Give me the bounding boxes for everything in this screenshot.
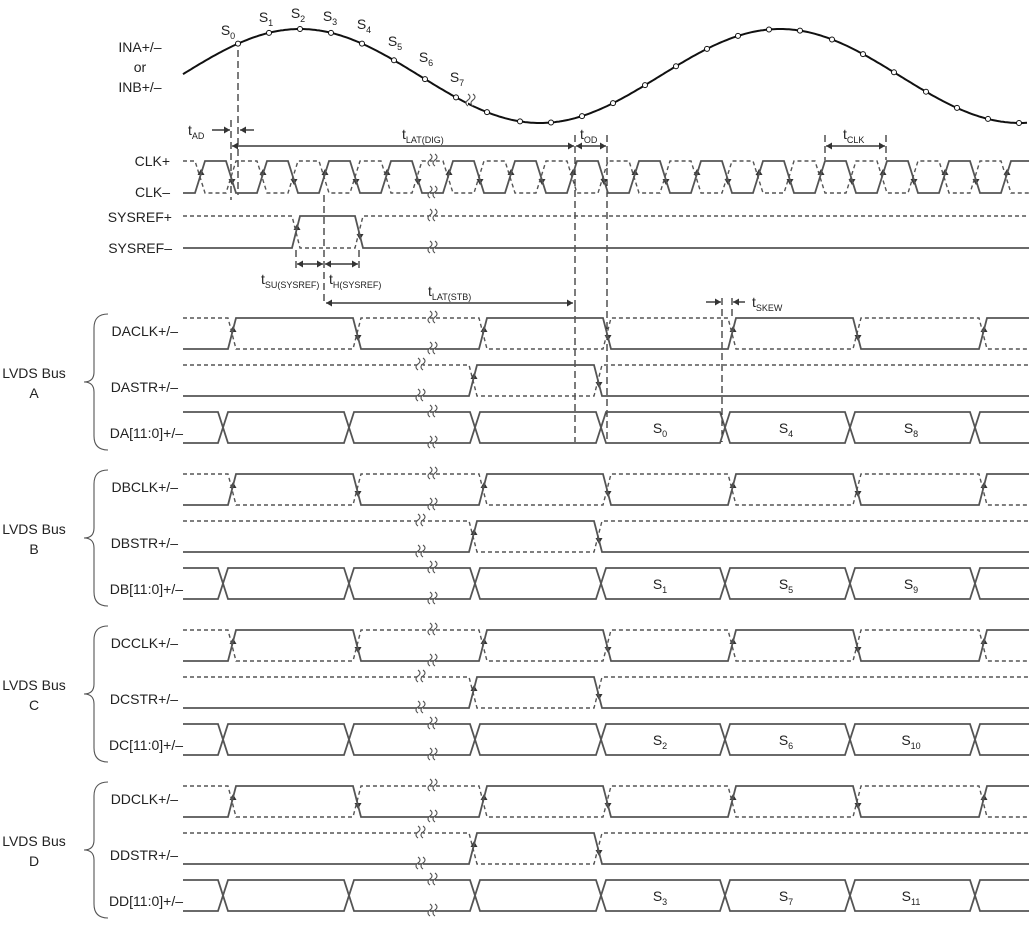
sample-point-icon bbox=[329, 30, 334, 35]
bus-data-label: DD[11:0]+/– bbox=[108, 893, 183, 909]
bus-data-trace bbox=[183, 568, 1029, 599]
signal-minus-trace bbox=[183, 474, 1029, 505]
signal-minus-trace bbox=[183, 786, 1029, 817]
bus-sample-label: $S_2$ bbox=[652, 732, 668, 751]
arrowhead-icon bbox=[733, 299, 739, 306]
t-lat-stb-label: $t_{LAT(STB)}$ bbox=[428, 283, 472, 302]
arrowhead-icon bbox=[240, 127, 246, 134]
signal-plus-trace bbox=[183, 521, 1029, 552]
break-mark-icon bbox=[428, 748, 437, 760]
analog-input-group bbox=[118, 5, 1027, 125]
arrowhead-icon bbox=[568, 143, 574, 150]
break-mark-icon bbox=[428, 241, 437, 253]
break-mark-icon bbox=[428, 561, 437, 573]
sample-point-icon bbox=[643, 83, 648, 88]
sample-point-icon bbox=[392, 58, 397, 63]
sample-label-s2: $S_2$ bbox=[290, 5, 306, 24]
analog-sine-wave bbox=[183, 29, 1027, 123]
bus-str-label: DASTR+/– bbox=[110, 379, 178, 395]
sample-label-s3: $S_3$ bbox=[322, 8, 338, 27]
signal-minus-trace bbox=[183, 365, 1029, 396]
break-mark-icon bbox=[416, 670, 425, 682]
sample-point-icon bbox=[767, 27, 772, 32]
break-mark-icon bbox=[416, 358, 425, 370]
break-mark-icon bbox=[428, 717, 437, 729]
bus-name-label: LVDS Bus bbox=[2, 365, 66, 381]
sysref-plus-label: SYSREF+ bbox=[107, 209, 172, 225]
bus-sample-label: $S_7$ bbox=[778, 888, 794, 907]
bus-name-label: LVDS Bus bbox=[2, 833, 66, 849]
bus-sample-label: $S_1$ bbox=[652, 576, 668, 595]
break-mark-icon bbox=[428, 810, 437, 822]
signal-plus-trace bbox=[183, 474, 1029, 505]
sample-point-icon bbox=[986, 116, 991, 121]
bus-letter-label: C bbox=[28, 697, 40, 713]
arrowhead-icon bbox=[297, 261, 303, 268]
bus-sample-label: $S_4$ bbox=[778, 420, 794, 439]
sample-point-icon bbox=[360, 41, 365, 46]
break-mark-icon bbox=[428, 311, 437, 323]
signal-plus-trace bbox=[183, 833, 1029, 864]
bus-clk-label: DDCLK+/– bbox=[110, 791, 178, 807]
bus-data-trace bbox=[183, 412, 1029, 443]
break-mark-icon bbox=[428, 467, 437, 479]
clk-plus-label: CLK+ bbox=[134, 153, 170, 169]
bus-str-label: DDSTR+/– bbox=[109, 847, 178, 863]
bus-sample-label: $S_{11}$ bbox=[901, 888, 921, 907]
signal-minus-trace bbox=[183, 677, 1029, 708]
break-mark-icon bbox=[416, 701, 425, 713]
arrowhead-icon bbox=[567, 300, 573, 307]
t-h-sysref-label: $t_{H(SYSREF)}$ bbox=[329, 271, 382, 290]
lvds-bus-b bbox=[2, 467, 1029, 606]
sample-point-icon bbox=[518, 119, 523, 124]
bus-letter-label: A bbox=[29, 385, 39, 401]
bus-data-label: DB[11:0]+/– bbox=[109, 581, 183, 597]
sample-point-icon bbox=[674, 64, 679, 69]
signal-minus-trace bbox=[183, 630, 1029, 661]
signal-plus-trace bbox=[183, 630, 1029, 661]
sample-point-icon bbox=[955, 105, 960, 110]
sample-label-s6: $S_6$ bbox=[418, 49, 434, 68]
break-mark-icon bbox=[416, 514, 425, 526]
break-mark-icon bbox=[416, 389, 425, 401]
sample-point-icon bbox=[1017, 120, 1022, 125]
sample-point-icon bbox=[924, 89, 929, 94]
sample-label-s0: $S_0$ bbox=[220, 22, 236, 41]
bus-sample-label: $S_8$ bbox=[903, 420, 919, 439]
lvds-bus-a bbox=[2, 311, 1029, 450]
t-lat-dig-label: $t_{LAT(DIG)}$ bbox=[402, 126, 444, 145]
sample-point-icon bbox=[454, 95, 459, 100]
sample-point-icon bbox=[236, 41, 241, 46]
break-mark-icon bbox=[428, 498, 437, 510]
arrowhead-icon bbox=[600, 143, 606, 150]
bus-data-label: DA[11:0]+/– bbox=[109, 425, 183, 441]
bus-sample-label: $S_{10}$ bbox=[901, 732, 921, 751]
input-label-inb: INB+/– bbox=[118, 79, 162, 95]
sample-point-icon bbox=[298, 27, 303, 32]
break-mark-icon bbox=[416, 857, 425, 869]
bus-sample-label: $S_3$ bbox=[652, 888, 668, 907]
bus-clk-label: DBCLK+/– bbox=[111, 479, 178, 495]
signal-plus-trace bbox=[183, 318, 1029, 349]
signal-plus-trace bbox=[183, 216, 1029, 248]
signal-minus-trace bbox=[183, 833, 1029, 864]
break-mark-icon bbox=[428, 154, 437, 166]
bus-brace-icon bbox=[84, 782, 108, 918]
break-mark-icon bbox=[428, 873, 437, 885]
sample-label-s5: $S_5$ bbox=[387, 33, 403, 52]
bus-sample-label: $S_5$ bbox=[778, 576, 794, 595]
sample-point-icon bbox=[485, 110, 490, 115]
bus-sample-label: $S_0$ bbox=[652, 420, 668, 439]
sysref-minus-label: SYSREF– bbox=[108, 240, 172, 256]
sample-point-icon bbox=[423, 77, 428, 82]
bus-brace-icon bbox=[84, 470, 108, 606]
input-label-ina: INA+/– bbox=[118, 39, 162, 55]
sample-point-icon bbox=[892, 70, 897, 75]
break-mark-icon bbox=[428, 436, 437, 448]
bus-name-label: LVDS Bus bbox=[2, 521, 66, 537]
signal-minus-trace bbox=[183, 318, 1029, 349]
bus-letter-label: B bbox=[29, 541, 39, 557]
break-mark-icon bbox=[428, 186, 437, 198]
arrowhead-icon bbox=[325, 261, 331, 268]
break-mark-icon bbox=[428, 342, 437, 354]
signal-plus-trace bbox=[183, 786, 1029, 817]
signal-minus-trace bbox=[183, 216, 1029, 248]
bus-str-label: DCSTR+/– bbox=[109, 691, 178, 707]
signal-plus-trace bbox=[183, 677, 1029, 708]
arrowhead-icon bbox=[826, 143, 832, 150]
t-ad-label: $t_{AD}$ bbox=[188, 122, 205, 141]
arrowhead-icon bbox=[317, 261, 323, 268]
clock-group bbox=[108, 153, 1029, 256]
t-od-label: $t_{OD}$ bbox=[580, 126, 598, 145]
bus-clk-label: DACLK+/– bbox=[111, 323, 178, 339]
sample-label-s7: $S_7$ bbox=[449, 69, 465, 88]
bus-sample-label: $S_9$ bbox=[903, 576, 919, 595]
bus-str-label: DBSTR+/– bbox=[110, 535, 178, 551]
input-label-or: or bbox=[133, 59, 147, 75]
sample-point-icon bbox=[549, 120, 554, 125]
break-mark-icon bbox=[428, 209, 437, 221]
break-mark-icon bbox=[428, 904, 437, 916]
sample-point-icon bbox=[611, 101, 616, 106]
arrowhead-icon bbox=[715, 299, 721, 306]
bus-letter-label: D bbox=[28, 853, 40, 869]
arrowhead-icon bbox=[224, 127, 230, 134]
arrowhead-icon bbox=[232, 143, 238, 150]
clk-minus-label: CLK– bbox=[134, 184, 170, 200]
arrowhead-icon bbox=[879, 143, 885, 150]
sample-point-icon bbox=[580, 114, 585, 119]
arrowhead-icon bbox=[326, 300, 332, 307]
break-mark-icon bbox=[428, 779, 437, 791]
break-mark-icon bbox=[428, 654, 437, 666]
t-clk-label: $t_{CLK}$ bbox=[843, 126, 865, 145]
bus-name-label: LVDS Bus bbox=[2, 677, 66, 693]
sample-label-s1: $S_1$ bbox=[258, 9, 274, 28]
sample-point-icon bbox=[736, 33, 741, 38]
sample-point-icon bbox=[267, 30, 272, 35]
bus-brace-icon bbox=[84, 314, 108, 450]
bus-sample-label: $S_6$ bbox=[778, 732, 794, 751]
bus-data-trace bbox=[183, 412, 1029, 443]
bus-brace-icon bbox=[84, 626, 108, 762]
break-mark-icon bbox=[416, 545, 425, 557]
sample-label-s4: $S_4$ bbox=[356, 16, 372, 35]
break-mark-icon bbox=[428, 405, 437, 417]
break-mark-icon bbox=[428, 623, 437, 635]
sample-point-icon bbox=[798, 28, 803, 33]
sample-point-icon bbox=[830, 37, 835, 42]
bus-data-trace bbox=[183, 568, 1029, 599]
sample-point-icon bbox=[705, 46, 710, 51]
signal-plus-trace bbox=[183, 365, 1029, 396]
signal-minus-trace bbox=[183, 521, 1029, 552]
lvds-bus-d bbox=[2, 779, 1029, 918]
bus-clk-label: DCCLK+/– bbox=[110, 635, 178, 651]
arrowhead-icon bbox=[352, 261, 358, 268]
arrowhead-icon bbox=[576, 143, 582, 150]
t-skew-label: $t_{SKEW}$ bbox=[752, 294, 783, 313]
sample-point-icon bbox=[861, 52, 866, 57]
t-su-sysref-label: $t_{SU(SYSREF)}$ bbox=[261, 271, 320, 290]
break-mark-icon bbox=[416, 826, 425, 838]
bus-data-label: DC[11:0]+/– bbox=[108, 737, 183, 753]
lvds-bus-c bbox=[2, 623, 1029, 762]
break-mark-icon bbox=[428, 592, 437, 604]
